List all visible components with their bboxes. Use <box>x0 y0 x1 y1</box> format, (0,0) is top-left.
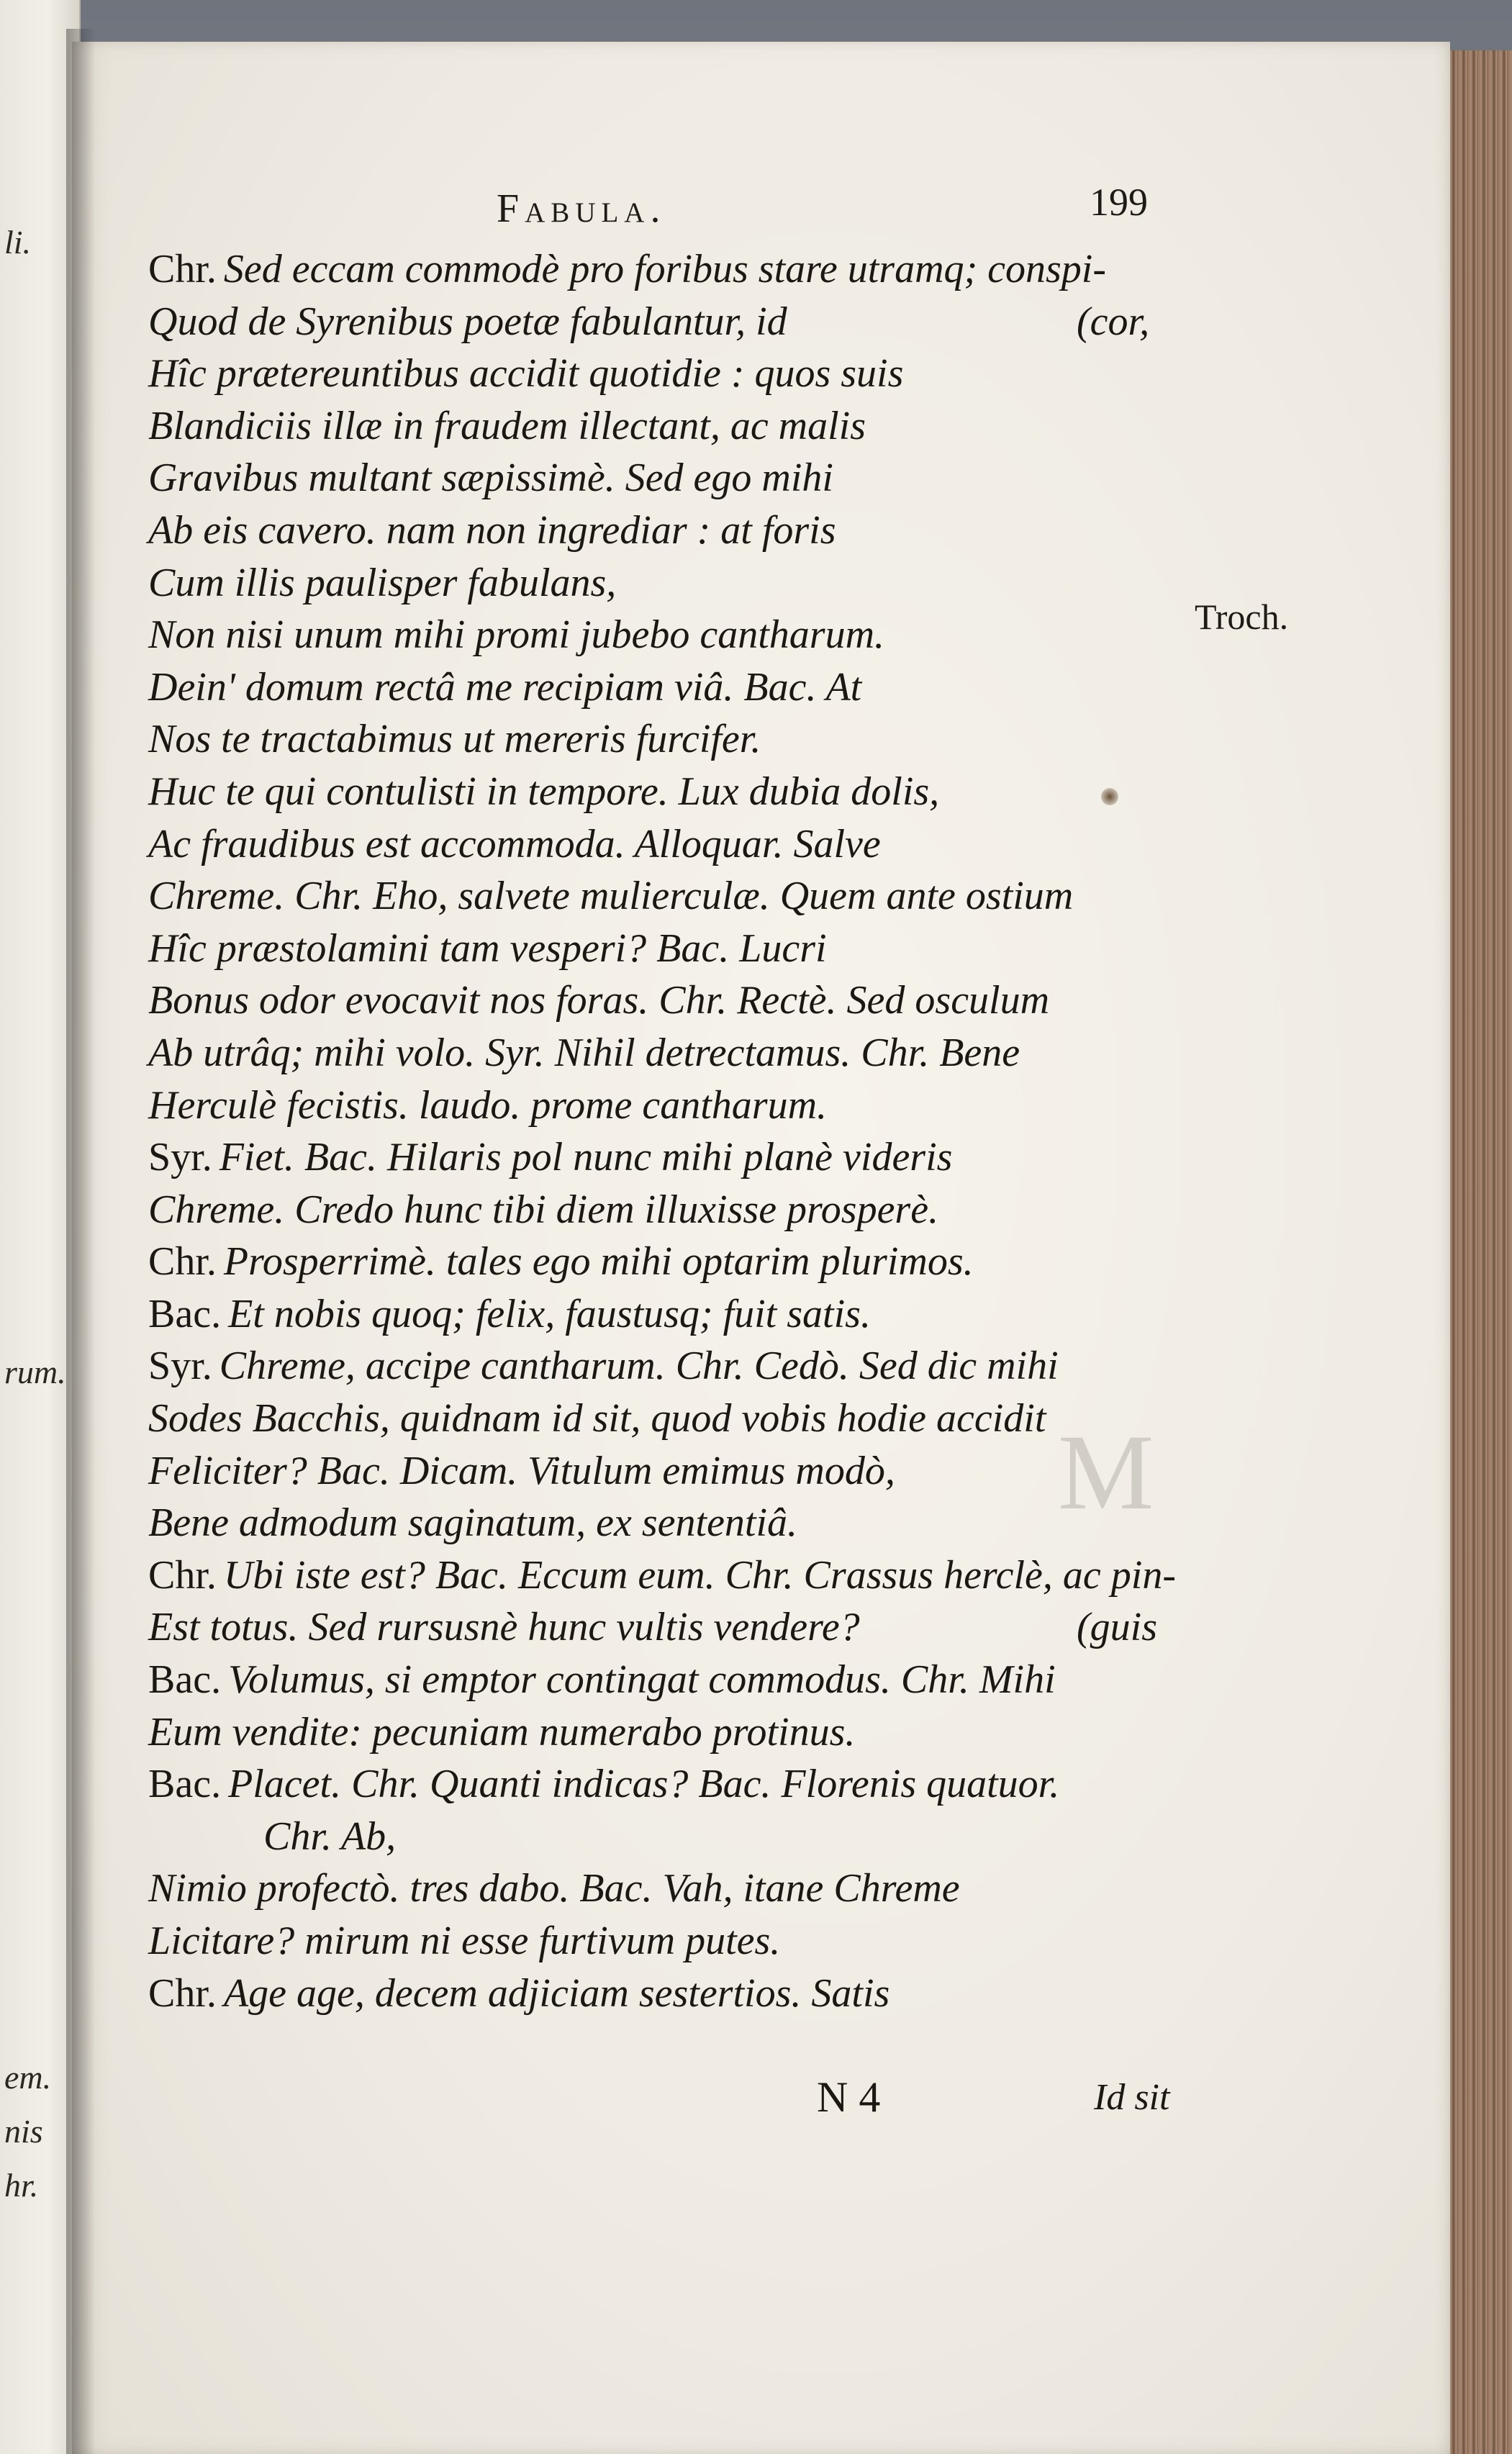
speaker-label: Chr. <box>148 1239 217 1285</box>
line-text: Et nobis quoq; felix, faustusq; fuit satis. <box>228 1291 871 1336</box>
left-page-fragment: rum. <box>4 1354 66 1390</box>
text-line <box>148 400 1192 453</box>
text-line <box>148 766 1192 818</box>
line-text: Sed eccam commodè pro foribus stare utramq; conspi- <box>223 247 1107 291</box>
line-text: Fiet. Bac. Hilaris pol nunc mihi planè videris <box>219 1135 953 1180</box>
line-text: Chreme, accipe cantharum. Chr. Cedò. Sed dic mihi <box>219 1344 1059 1389</box>
text-line <box>148 1654 1192 1706</box>
show-through-letter: M <box>1058 1413 1154 1532</box>
text-line <box>148 1549 1192 1602</box>
text-line <box>148 1811 1192 1863</box>
speaker-label: Bac. <box>148 1291 222 1336</box>
speaker-label: Chr. <box>148 1552 217 1598</box>
text-line <box>148 1758 1192 1811</box>
text-line <box>148 1445 1192 1498</box>
speaker-label: Syr. <box>148 1135 212 1180</box>
left-page-fragment: hr. <box>4 2167 39 2204</box>
text-line <box>148 1079 1192 1132</box>
line-text: Volumus, si emptor contingat commodus. Chr. Mihi <box>228 1657 1056 1703</box>
text-line <box>148 609 1192 661</box>
line-turnover: (cor, <box>1077 299 1150 344</box>
text-line <box>148 243 1192 296</box>
text-line <box>148 348 1192 400</box>
page-number: 199 <box>1090 181 1148 224</box>
line-text: Quod de Syrenibus poetæ fabulantur, id <box>148 299 787 344</box>
line-text: Gravibus multant sæpissimè. Sed ego mihi <box>148 456 833 501</box>
line-text: Huc te qui contulisti in tempore. Lux dubia dolis, <box>148 769 940 814</box>
text-line <box>148 557 1192 610</box>
line-text: Chreme. Chr. Eho, salvete mulierculæ. Quem ante ostium <box>148 874 1074 919</box>
running-head: Fabula. <box>497 186 666 231</box>
text-line <box>148 296 1192 348</box>
text-line <box>148 818 1192 871</box>
speaker-label: Chr. <box>148 1970 217 2016</box>
text-line <box>148 713 1192 766</box>
line-turnover: (guis <box>1077 1605 1157 1650</box>
text-line <box>148 1915 1192 1968</box>
line-text: Bonus odor evocavit nos foras. Chr. Rectè. Sed osculum <box>148 978 1050 1023</box>
speaker-label: Bac. <box>148 1657 222 1703</box>
text-line <box>148 1027 1192 1079</box>
text-line <box>148 1862 1192 1915</box>
line-text: Hîc præstolamini tam vesperi? Bac. Lucri <box>148 925 827 971</box>
line-text: Nos te tractabimus ut mereris furcifer. <box>148 717 761 762</box>
line-text: Ac fraudibus est accommoda. Alloquar. Salve <box>148 821 881 866</box>
text-line <box>148 1393 1192 1445</box>
line-text: Feliciter? Bac. Dicam. Vitulum emimus modò, <box>148 1448 895 1493</box>
line-text: Eum vendite: pecuniam numerabo protinus. <box>148 1709 856 1755</box>
signature-mark: N 4 <box>817 2073 881 2121</box>
line-text: Age age, decem adjiciam sestertios. Satis <box>223 1970 890 2016</box>
text-line <box>148 661 1192 714</box>
line-text: Herculè fecistis. laudo. prome cantharum. <box>148 1082 828 1128</box>
text-line <box>148 504 1192 557</box>
line-text: Est totus. Sed rursusnè hunc vultis vendere? <box>148 1605 860 1650</box>
text-line <box>148 1236 1192 1288</box>
line-text: Ubi iste est? Bac. Eccum eum. Chr. Crassus herclè, ac pin- <box>223 1552 1176 1598</box>
line-text: Chr. Ab, <box>263 1814 397 1859</box>
text-line <box>148 974 1192 1027</box>
line-text: Cum illis paulisper fabulans, <box>148 560 617 605</box>
speaker-label: Syr. <box>148 1344 212 1389</box>
line-text: Prosperrimè. tales ego mihi optarim plurimos. <box>223 1239 974 1285</box>
text-line <box>148 1288 1192 1341</box>
text-line <box>148 1340 1192 1393</box>
line-text: Chreme. Credo hunc tibi diem illuxisse prosperè. <box>148 1187 939 1232</box>
line-text: Nimio profectò. tres dabo. Bac. Vah, itane Chreme <box>148 1866 960 1911</box>
spine-shadow <box>66 29 95 2454</box>
verse-text <box>148 243 1192 2019</box>
book-page-edges <box>1447 50 1512 2454</box>
catchword: Id sit <box>1094 2077 1170 2118</box>
margin-note: Troch. <box>1195 597 1289 637</box>
text-line <box>148 1601 1192 1654</box>
text-line <box>148 1184 1192 1236</box>
left-page-fragment: li. <box>4 224 32 261</box>
line-text: Non nisi unum mihi promi jubebo cantharum. <box>148 612 885 658</box>
text-line <box>148 1706 1192 1759</box>
line-text: Blandiciis illæ in fraudem illectant, ac malis <box>148 403 866 448</box>
speaker-label: Chr. <box>148 247 217 291</box>
line-text: Licitare? mirum ni esse furtivum putes. <box>148 1919 781 1963</box>
text-line <box>148 923 1192 975</box>
speaker-label: Bac. <box>148 1762 222 1807</box>
left-page-fragment: nis <box>4 2113 43 2150</box>
text-line <box>148 870 1192 923</box>
line-text: Hîc prætereuntibus accidit quotidie : quos suis <box>148 351 904 397</box>
line-text: Sodes Bacchis, quidnam id sit, quod vobis hodie accidit <box>148 1396 1046 1441</box>
line-text: Ab eis cavero. nam non ingrediar : at foris <box>148 507 836 553</box>
line-text: Dein' domum rectâ me recipiam viâ. Bac. At <box>148 664 862 710</box>
text-line <box>148 1497 1192 1549</box>
line-text: Placet. Chr. Quanti indicas? Bac. Florenis quatuor. <box>228 1762 1060 1807</box>
left-page-fragment: em. <box>4 2059 52 2096</box>
text-line <box>148 452 1192 504</box>
line-text: Ab utrâq; mihi volo. Syr. Nihil detrectamus. Chr. Bene <box>148 1030 1020 1075</box>
line-text: Bene admodum saginatum, ex sententiâ. <box>148 1500 798 1546</box>
text-line <box>148 1968 1192 2020</box>
text-line <box>148 1131 1192 1184</box>
